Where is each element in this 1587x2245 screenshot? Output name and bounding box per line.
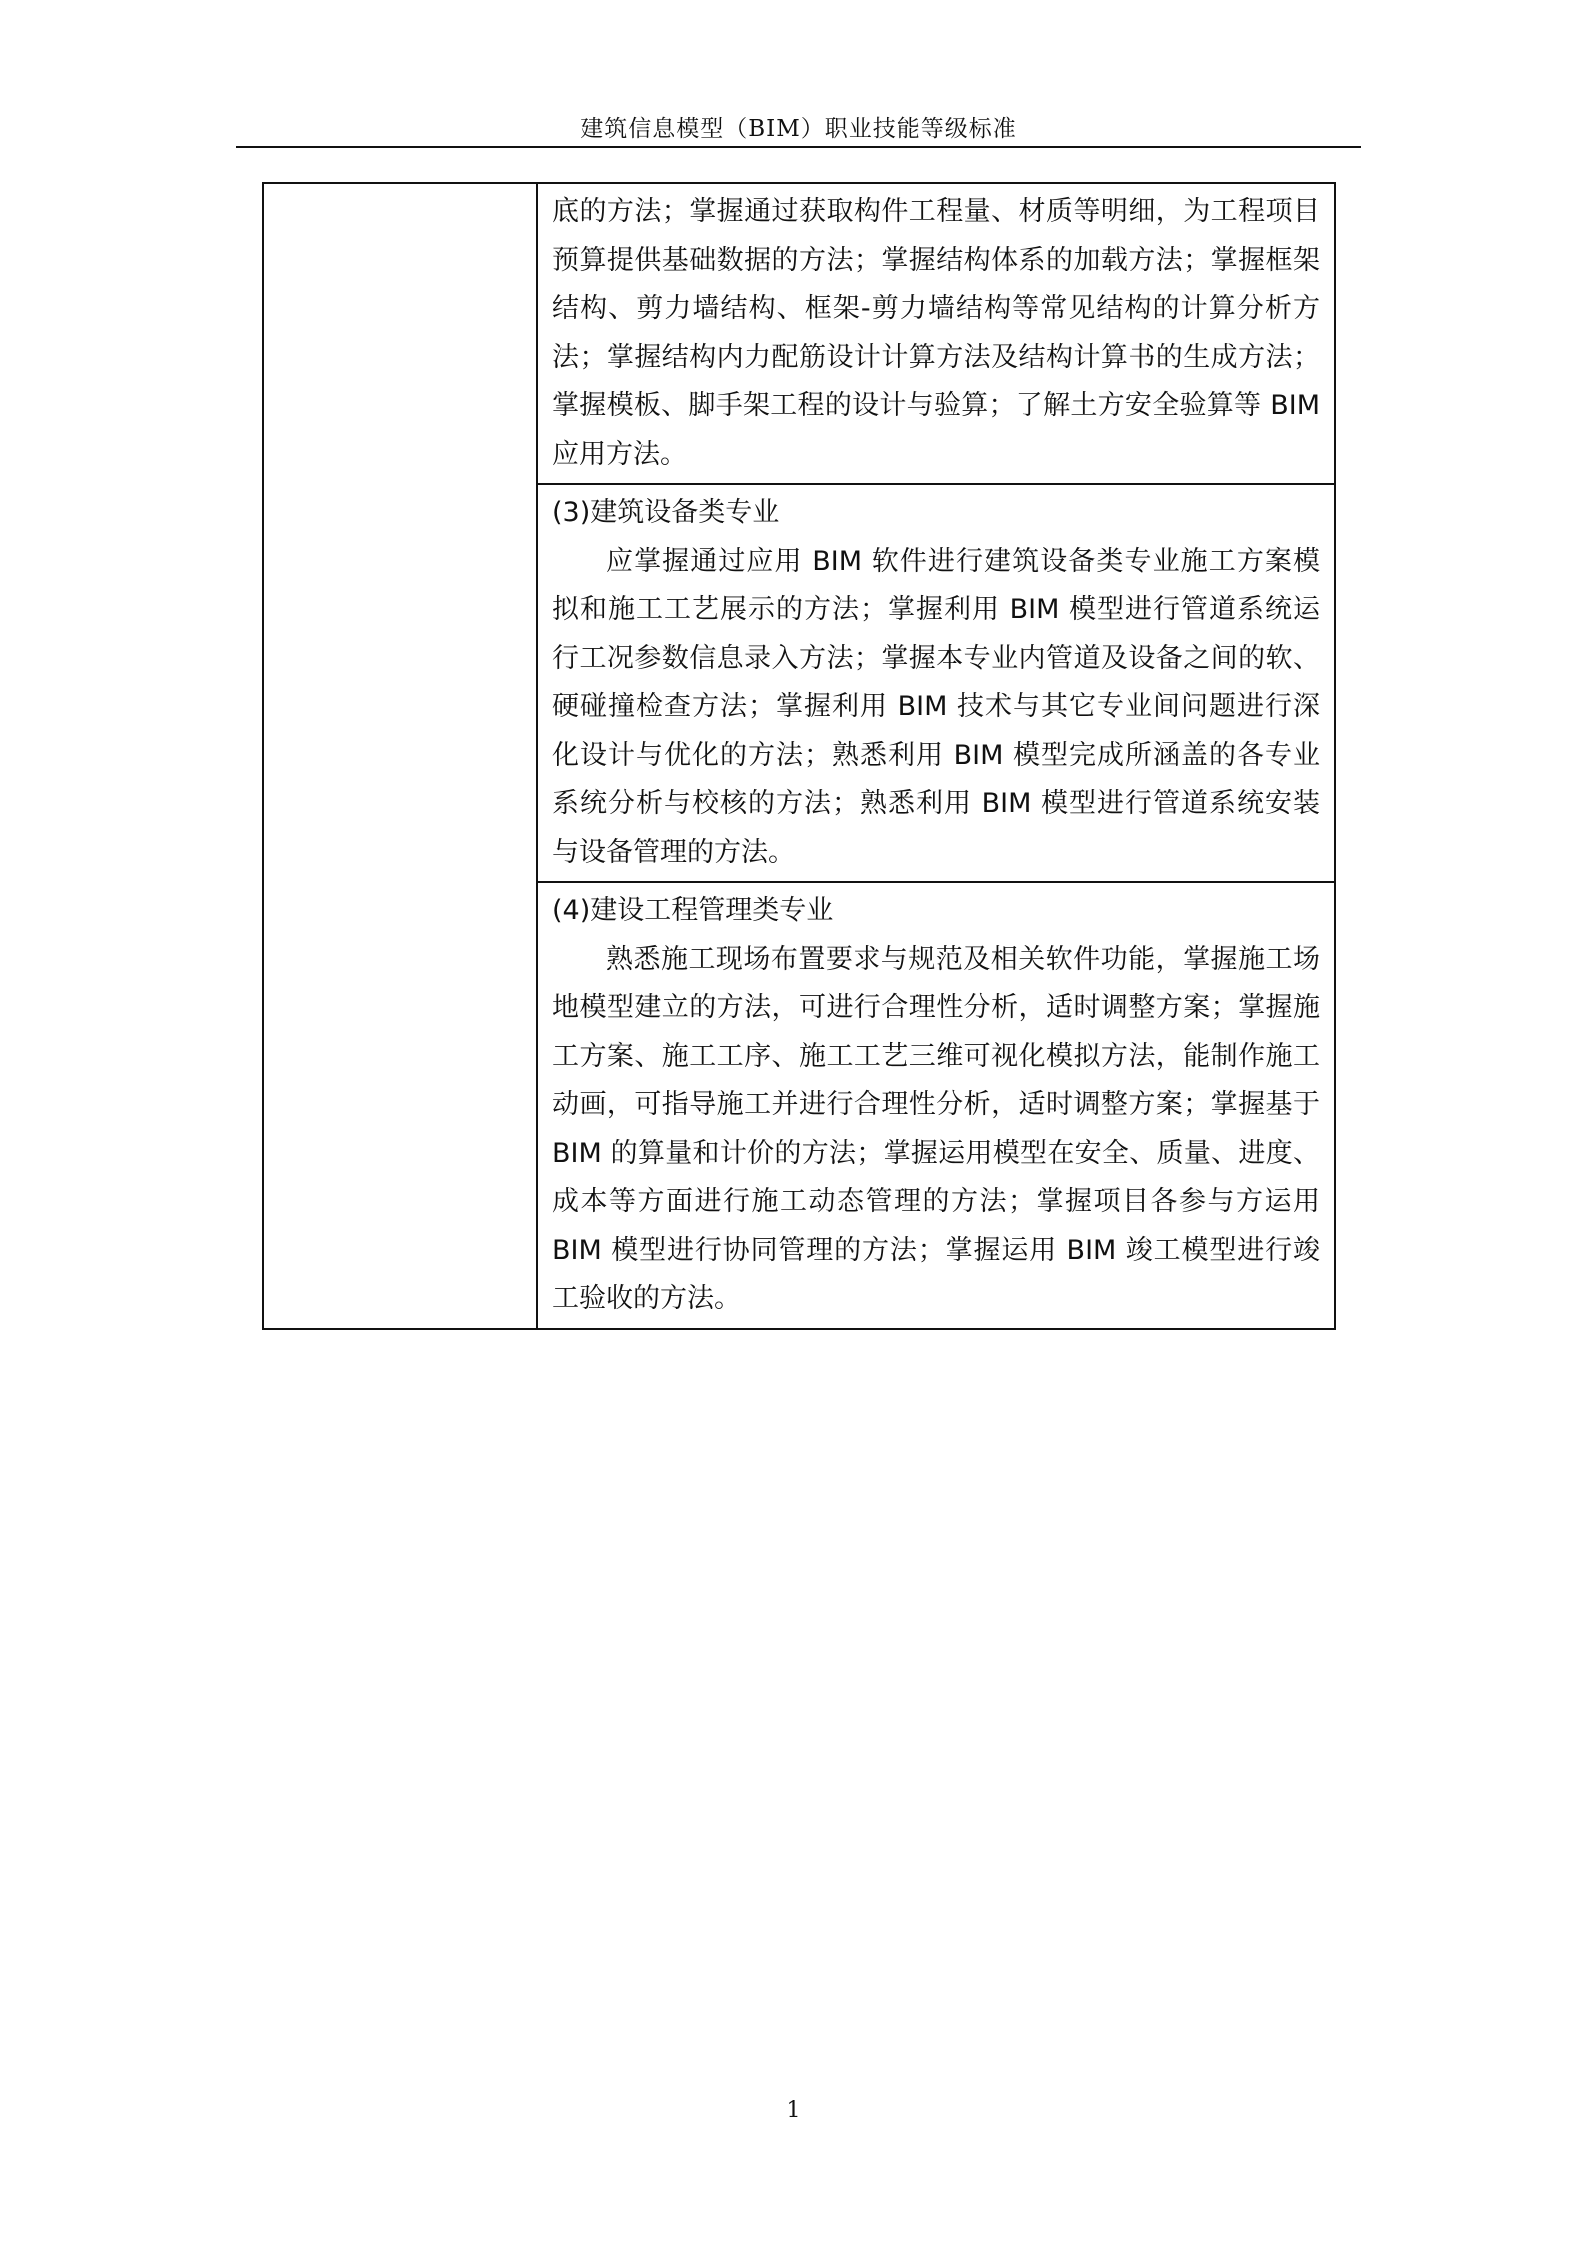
table-cell-row-3 [537,882,1335,1329]
row-2-heading: (3)建筑设备类专业 [552,497,780,528]
row-3-heading: (4)建设工程管理类专业 [552,895,834,926]
page-number: 1 [786,2098,801,2123]
row-2-text: 应掌握通过应用 BIM 软件进行建筑设备类专业施工方案模拟和施工工艺展示的方法；掌握利用 BIM 模型进行管道系统运行工况参数信息录入方法；掌握本专业内管道及设备之间的软、硬碰撞检查方法；掌握利用 BIM 技术与其它专业间问题进行深化设计与优化的方法；熟悉利用 BIM 模型完成所涵盖的各专业系统分析与校核的方法；熟悉利用 BIM 模型进行管道系统安装与设备管理的方法。 [552,545,1320,868]
row-3-text: 熟悉施工现场布置要求与规范及相关软件功能，掌握施工场地模型建立的方法，可进行合理性分析，适时调整方案；掌握施工方案、施工工序、施工工艺三维可视化模拟方法，能制作施工动画，可指导施工并进行合理性分析，适时调整方案；掌握基于 BIM 的算量和计价的方法；掌握运用模型在安全、质量、进度、成本等方面进行施工动态管理的方法；掌握项目各参与方运用 BIM 模型进行协同管理的方法；掌握运用 BIM 竣工模型进行竣工验收的方法。 [552,943,1320,1314]
table-cell-row-2 [537,484,1335,882]
standard-table [262,182,1336,1330]
header-rule [236,146,1361,148]
table-cell-row-1 [537,183,1335,484]
row-1-text: 底的方法；掌握通过获取构件工程量、材质等明细，为工程项目预算提供基础数据的方法；掌握结构体系的加载方法；掌握框架结构、剪力墙结构、框架-剪力墙结构等常见结构的计算分析方法；掌握结构内力配筋设计计算方法及结构计算书的生成方法；掌握模板、脚手架工程的设计与验算；了解土方安全验算等 BIM 应用方法。 [552,196,1320,470]
table-left-cell [263,183,537,1329]
table-row [263,183,1335,484]
page-header-title: 建筑信息模型（BIM）职业技能等级标准 [580,116,1017,142]
